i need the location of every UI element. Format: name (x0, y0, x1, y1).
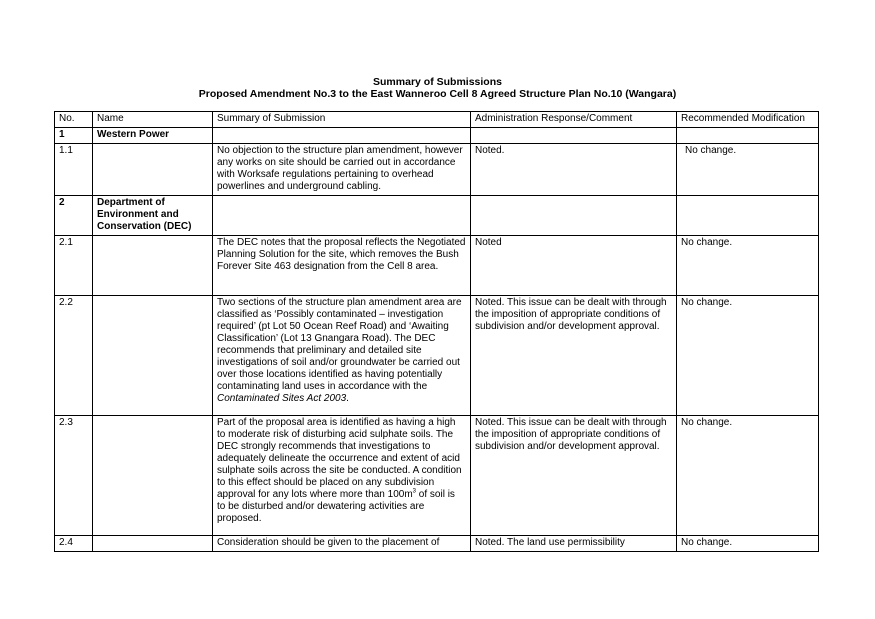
summary-end: of soil is to be disturbed and/or dewatering activities are proposed. (217, 489, 455, 524)
summary-end: . (346, 393, 349, 404)
row-response: Noted. This issue can be dealt with through the imposition of appropriate conditions of subdivision and/or development approval. (471, 296, 677, 416)
table-header-row (55, 112, 819, 128)
row-summary (213, 128, 471, 144)
table-row (55, 196, 819, 236)
row-summary (213, 416, 471, 536)
row-modification (677, 128, 819, 144)
header-summary: Summary of Submission (213, 112, 471, 128)
row-name (93, 296, 213, 416)
row-name: Department of Environment and Conservation (DEC) (93, 196, 213, 236)
row-response: Noted. The land use permissibility (471, 536, 677, 552)
document-subtitle: Proposed Amendment No.3 to the East Wanneroo Cell 8 Agreed Structure Plan No.10 (Wangara) (198, 88, 677, 100)
submissions-table (54, 111, 819, 552)
row-no: 2.2 (55, 296, 93, 416)
row-name: Western Power (93, 128, 213, 144)
row-no: 2.4 (55, 536, 93, 552)
header-name: Name (93, 112, 213, 128)
act-name: Contaminated Sites Act 2003 (217, 393, 347, 404)
row-modification: No change. (677, 296, 819, 416)
superscript: 3 (412, 488, 417, 495)
row-summary: Consideration should be given to the placement of (213, 536, 471, 552)
row-name (93, 144, 213, 196)
table-row (55, 144, 819, 196)
row-name (93, 416, 213, 536)
row-no: 1 (55, 128, 93, 144)
header-modification: Recommended Modification (677, 112, 819, 128)
table-row (55, 296, 819, 416)
summary-text: Part of the proposal area is identified as having a high to moderate risk of disturbing acid sulphate soils. The DEC strongly recommends that investigations to adequately delineate the occurrence and extent of acid sulphate soils across the site be conducted. A condition to this effect should be placed on any subdivision approval for any lots where more than 100m (217, 417, 462, 500)
row-response (471, 128, 677, 144)
row-modification: No change. (677, 236, 819, 296)
row-response: Noted (471, 236, 677, 296)
row-no: 2 (55, 196, 93, 236)
row-no: 1.1 (55, 144, 93, 196)
row-summary: The DEC notes that the proposal reflects the Negotiated Planning Solution for the site, which removes the Bush Forever Site 463 designation from the Cell 8 area. (213, 236, 471, 296)
row-summary (213, 196, 471, 236)
table-row (55, 236, 819, 296)
summary-text: Two sections of the structure plan amendment area are classified as ‘Possibly contaminated – investigation required’ (pt Lot 50 Ocean Reef Road) and ‘Awaiting Classification’ (Lot 13 Gnangara Road). The DEC recommends that preliminary and detailed site investigations of soil and/or groundwater be carried out over those locations identified as having potentially contaminating land uses in accordance with the (217, 297, 462, 392)
row-response: Noted. (471, 144, 677, 196)
row-no: 2.1 (55, 236, 93, 296)
row-name (93, 536, 213, 552)
row-no: 2.3 (55, 416, 93, 536)
table-row (55, 536, 819, 552)
table-row (55, 128, 819, 144)
row-name (93, 236, 213, 296)
row-summary: No objection to the structure plan amendment, however any works on site should be carried out in accordance with Worksafe regulations pertaining to overhead powerlines and underground cabling. (213, 144, 471, 196)
row-modification (677, 196, 819, 236)
row-modification: No change. (677, 144, 819, 196)
row-modification: No change. (677, 416, 819, 536)
header-response: Administration Response/Comment (471, 112, 677, 128)
row-response (471, 196, 677, 236)
row-modification: No change. (677, 536, 819, 552)
table-row (55, 416, 819, 536)
row-summary (213, 296, 471, 416)
row-response: Noted. This issue can be dealt with through the imposition of appropriate conditions of subdivision and/or development approval. (471, 416, 677, 536)
header-no: No. (55, 112, 93, 128)
document-title: Summary of Submissions (373, 76, 502, 88)
